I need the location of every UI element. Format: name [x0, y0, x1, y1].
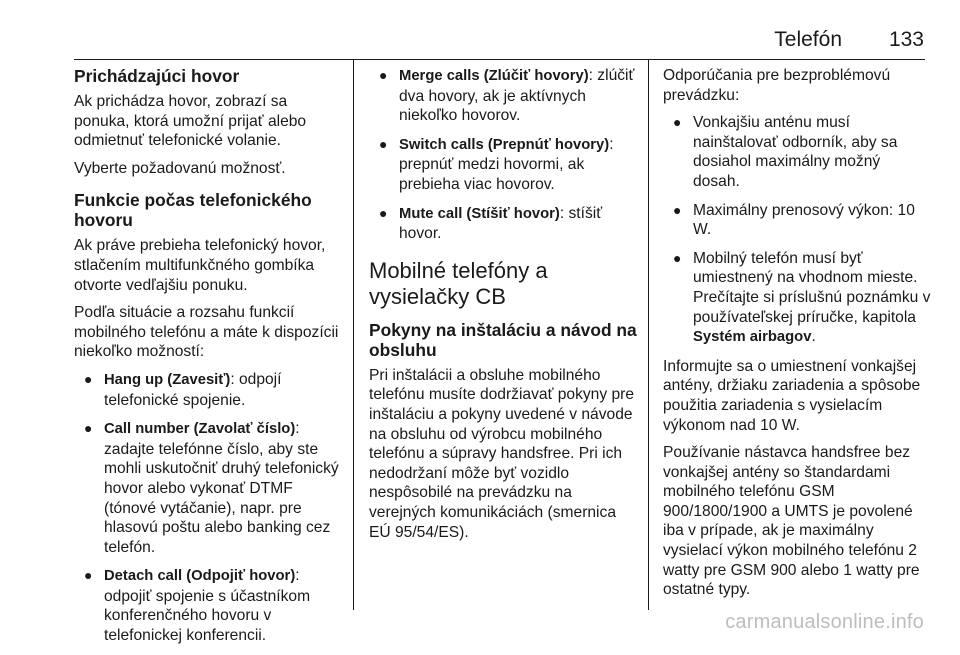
bullet-icon: ●: [379, 67, 388, 83]
page-header: [74, 28, 924, 58]
option-label: Detach call (Odpojiť hovor): [104, 568, 296, 585]
list-item: [663, 201, 931, 240]
bullet-icon: ●: [84, 370, 93, 387]
option-text: : stíšiť hovor.: [399, 204, 603, 243]
paragraph: Odporúčania pre bezproblémovú prevádzku:: [663, 67, 891, 104]
heading-installation: Pokyny na inštaláciu a návod na obsluhu: [369, 319, 637, 360]
option-text: : zadajte telefónne číslo, aby ste mohli uskutočniť druhý telefonický hovor alebo vykonať DTMF (tónové vytáčanie), napr. pre hlasovú poštu alebo banking cez telefón.: [104, 420, 339, 556]
section-title: Mobilné telefóny a vysielačky CB: [369, 257, 548, 309]
item-text: Mobilný telefón musí byť umiestnený na vhodnom mieste. Prečítajte si príslušnú poznámku v používateľskej príručke, kapitola: [693, 249, 931, 326]
option-text: : zlúčiť dva hovory, ak je aktívnych niekoľko hovorov.: [399, 67, 635, 125]
airbag-chapter-link[interactable]: Systém airbagov: [693, 329, 812, 346]
paragraph: Vyberte požadovanú možnosť.: [74, 159, 286, 177]
bullet-icon: ●: [379, 135, 388, 152]
item-text: Maximálny prenosový výkon: 10 W.: [693, 201, 915, 239]
heading-call-functions: Funkcie počas telefonického hovoru: [74, 190, 312, 231]
column-1: [74, 66, 342, 655]
list-item: [369, 66, 637, 126]
list-item: [74, 419, 342, 557]
paragraph: Ak prichádza hovor, zobrazí sa ponuka, ktorá umožní prijať alebo odmietnuť telefonické volanie.: [74, 93, 307, 150]
page-number: 133: [888, 28, 924, 51]
call-options-list-continued: [369, 66, 637, 244]
list-item: [74, 370, 342, 410]
list-item: [663, 249, 931, 348]
bullet-icon: ●: [379, 204, 388, 221]
recommendations-list: [663, 113, 931, 348]
option-text: : odpojiť spojenie s účastníkom konferenčného hovoru v telefonickej konferencii.: [104, 567, 311, 645]
column-divider-1: [353, 60, 354, 610]
header-divider: [74, 59, 925, 60]
call-options-list: [74, 370, 342, 646]
heading-incoming-call: Prichádzajúci hovor: [74, 66, 240, 86]
bullet-icon: ●: [84, 567, 93, 584]
list-item: [74, 566, 342, 645]
option-label: Hang up (Zavesiť): [104, 371, 231, 388]
option-text: : prepnúť medzi hovormi, ak prebieha viac hovorov.: [399, 135, 614, 193]
list-item: [369, 135, 637, 195]
item-text: Vonkajšiu anténu musí nainštalovať odborník, aby sa dosiahol maximálny možný dosah.: [693, 114, 898, 190]
paragraph: Informujte sa o umiestnení vonkajšej antény, držiaku zariadenia a spôsobe použitia zariadenia s vysielacím výkonom nad 10 W.: [663, 357, 921, 434]
paragraph: Používanie nástavca handsfree bez vonkajšej antény so štandardami mobilného telefónu GSM 900/1800/1900 a UMTS je povolené iba v prípade, ak je maximálny vysielací výkon mobilného telefónu 2 watty pre GSM 900 alebo 1 watty pre ostatné typy.: [663, 444, 920, 599]
bullet-icon: ●: [673, 201, 682, 218]
bullet-icon: ●: [673, 249, 682, 266]
paragraph: Pri inštalácii a obsluhe mobilného telefónu musíte dodržiavať pokyny pre inštaláciu a pokyny uvedené v návode na obsluhu od výrobcu mobilného telefónu a súpravy handsfree. Pri ich nedodržaní môže byť vozidlo nespôsobilé na prevádzku na verejných komunikáciách (smernica EÚ 95/54/ES).: [369, 366, 635, 541]
paragraph: Ak práve prebieha telefonický hovor, stlačením multifunkčného gombíka otvorte vedľajšiu ponuku.: [74, 237, 326, 294]
option-text: : odpojí telefonické spojenie.: [104, 370, 282, 409]
watermark: carmanualsonline.info: [725, 611, 924, 633]
bullet-icon: ●: [84, 420, 93, 437]
page-header-title: Telefón: [774, 28, 842, 51]
column-2: [369, 66, 637, 550]
list-item: [663, 113, 931, 191]
bullet-icon: ●: [673, 114, 682, 131]
paragraph: Podľa situácie a rozsahu funkcií mobilného telefónu a máte k dispozícii niekoľko možností:: [74, 304, 339, 361]
option-label: Merge calls (Zlúčiť hovory): [399, 68, 589, 84]
option-label: Call number (Zavolať číslo): [104, 421, 296, 438]
column-divider-2: [648, 60, 649, 610]
column-3: [663, 66, 931, 608]
list-item: [369, 204, 637, 244]
option-label: Switch calls (Prepnúť hovory): [399, 136, 610, 153]
option-label: Mute call (Stíšiť hovor): [399, 205, 560, 222]
item-text-tail: .: [811, 328, 816, 346]
